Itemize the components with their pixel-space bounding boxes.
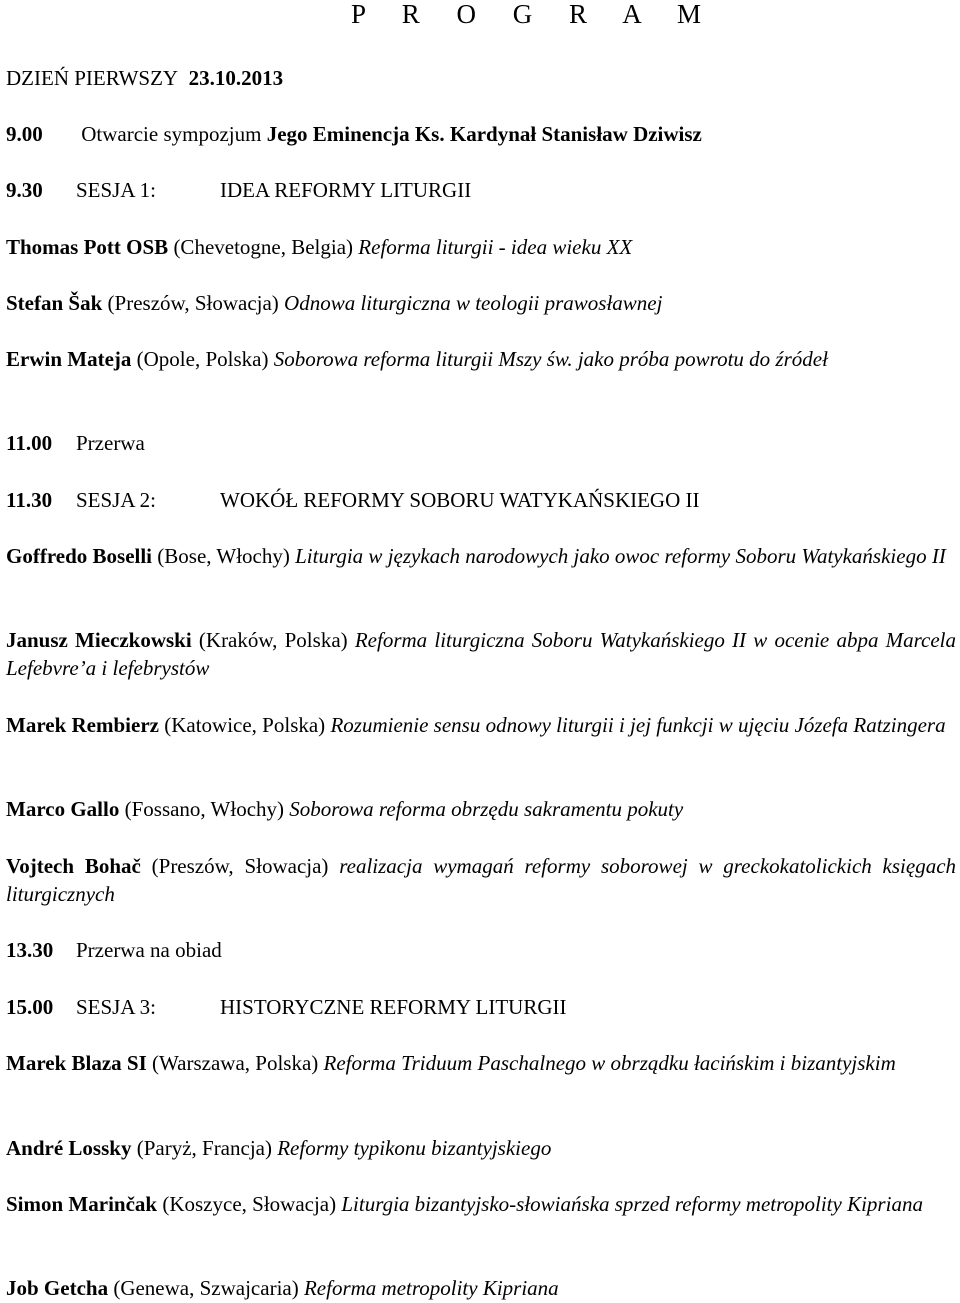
speaker-place: (Bose, Włochy) [157, 544, 290, 568]
break-1 [6, 429, 956, 457]
talk-topic: realizacja wymagań reformy soborowej w greckokatolickich księgach liturgicznych [6, 854, 957, 906]
talk-2 [6, 289, 956, 317]
talk-topic: Soborowa reforma liturgii Mszy św. jako próba powrotu do źródeł [273, 347, 828, 371]
talk-10 [6, 1134, 956, 1162]
talk-topic: Reformy typikonu bizantyjskiego [277, 1136, 552, 1160]
speaker-name: Goffredo Boselli [6, 544, 153, 568]
session-1-time: 9.30 [6, 178, 43, 202]
break-time: 11.00 [6, 431, 53, 455]
session-3-label: SESJA 3: [76, 995, 156, 1019]
session-3-title: HISTORYCZNE REFORMY LITURGII [220, 995, 567, 1019]
talk-5 [6, 626, 956, 682]
break-2 [6, 936, 956, 964]
talk-topic: Reforma liturgiczna Soboru Watykańskiego II w ocenie abpa Marcela Lefebvre’a i lefebrystów [6, 628, 957, 680]
talk-6 [6, 711, 956, 739]
speaker-name: Thomas Pott OSB [6, 235, 169, 259]
session-2-title: WOKÓŁ REFORMY SOBORU WATYKAŃSKIEGO II [220, 488, 700, 512]
speaker-place: (Opole, Polska) [136, 347, 269, 371]
session-2-label: SESJA 2: [76, 488, 156, 512]
speaker-name: Erwin Mateja [6, 347, 132, 371]
session-3-time: 15.00 [6, 995, 54, 1019]
talk-1 [6, 233, 956, 261]
session-1-heading [6, 176, 956, 204]
opening-item [6, 120, 956, 148]
speaker-name: André Lossky [6, 1136, 132, 1160]
day-date: 23.10.2013 [188, 66, 284, 90]
talk-12 [6, 1274, 956, 1302]
speaker-place: (Kraków, Polska) [198, 628, 348, 652]
talk-topic: Reforma liturgii - idea wieku XX [358, 235, 633, 259]
break-text: Przerwa na obiad [76, 938, 222, 962]
speaker-name: Vojtech Bohač [6, 854, 141, 878]
talk-4 [6, 542, 956, 570]
page-title: P R O G R A M [351, 0, 717, 29]
talk-topic: Reforma metropolity Kipriana [303, 1276, 559, 1300]
talk-topic: Reforma Triduum Paschalnego w obrządku łacińskim i bizantyjskim [323, 1051, 896, 1075]
speaker-name: Marek Blaza SI [6, 1051, 147, 1075]
talk-3 [6, 345, 956, 373]
session-3-heading [6, 993, 956, 1021]
session-1-label: SESJA 1: [76, 178, 156, 202]
session-2-heading [6, 486, 956, 514]
opening-time: 9.00 [6, 122, 43, 146]
speaker-place: (Katowice, Polska) [164, 713, 326, 737]
speaker-name: Marco Gallo [6, 797, 120, 821]
talk-topic: Liturgia w językach narodowych jako owoc reformy Soboru Watykańskiego II [295, 544, 946, 568]
day-label: DZIEŃ PIERWSZY [6, 66, 179, 90]
speaker-name: Janusz Mieczkowski [6, 628, 192, 652]
talk-topic: Soborowa reforma obrzędu sakramentu pokuty [289, 797, 684, 821]
break-text: Przerwa [76, 431, 145, 455]
talk-11 [6, 1190, 956, 1218]
speaker-name: Job Getcha [6, 1276, 109, 1300]
speaker-name: Marek Rembierz [6, 713, 159, 737]
talk-topic: Rozumienie sensu odnowy liturgii i jej funkcji w ujęciu Józefa Ratzingera [330, 713, 946, 737]
opening-text: Otwarcie sympozjum [81, 122, 262, 146]
break-time: 13.30 [6, 938, 54, 962]
speaker-place: (Genewa, Szwajcaria) [113, 1276, 299, 1300]
session-2-time: 11.30 [6, 488, 53, 512]
talk-topic: Odnowa liturgiczna w teologii prawosławnej [284, 291, 663, 315]
speaker-place: (Preszów, Słowacja) [151, 854, 329, 878]
speaker-place: (Chevetogne, Belgia) [173, 235, 354, 259]
talk-7 [6, 795, 956, 823]
speaker-place: (Fossano, Włochy) [124, 797, 285, 821]
talk-9 [6, 1049, 956, 1077]
speaker-name: Simon Marinčak [6, 1192, 158, 1216]
speaker-place: (Preszów, Słowacja) [107, 291, 279, 315]
session-1-title: IDEA REFORMY LITURGII [220, 178, 472, 202]
speaker-place: (Paryż, Francja) [136, 1136, 272, 1160]
day-heading [6, 64, 956, 92]
opening-person: Jego Eminencja Ks. Kardynał Stanisław Dziwisz [266, 122, 702, 146]
speaker-place: (Koszyce, Słowacja) [162, 1192, 337, 1216]
speaker-name: Stefan Šak [6, 291, 103, 315]
talk-topic: Liturgia bizantyjsko-słowiańska sprzed reformy metropolity Kipriana [341, 1192, 923, 1216]
talk-8 [6, 852, 956, 908]
speaker-place: (Warszawa, Polska) [152, 1051, 319, 1075]
